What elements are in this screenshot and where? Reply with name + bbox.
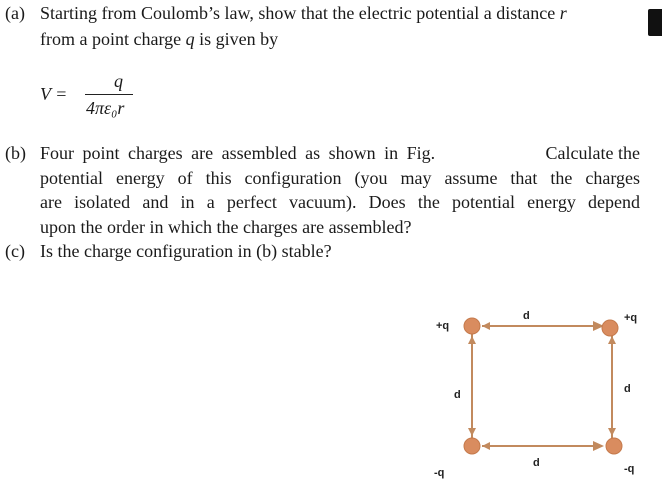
arrow-left-bottom [468, 428, 476, 436]
formula-lhs: V = [40, 84, 68, 104]
part-a-var-r: r [559, 3, 567, 23]
label-bottom-left-charge: -q [434, 467, 445, 479]
part-c-text: Is the charge configuration in (b) stable? [40, 241, 332, 261]
arrow-right-top [608, 336, 616, 344]
part-b-line4: upon the order in which the charges are assembled? [40, 216, 412, 237]
part-b-line3: are isolated and in a perfect vacuum). Does the potential energy depend [40, 192, 640, 212]
arrow-right-bottom [608, 428, 616, 436]
part-a-label: (a) [5, 3, 25, 23]
part-c-label: (c) [5, 241, 25, 261]
part-b-label: (b) [5, 143, 26, 163]
charges [464, 318, 622, 454]
part-b-line1-b: Calculate the [545, 143, 640, 163]
charge-top-left [464, 318, 480, 334]
arrow-left-top [468, 336, 476, 344]
part-a-line2-post: is given by [199, 29, 279, 49]
label-side-bottom: d [533, 457, 540, 469]
part-b-line1-a: Four point charges are assembled as shown in Fig. [40, 143, 436, 163]
charge-bottom-right [606, 438, 622, 454]
label-side-top: d [523, 310, 530, 322]
label-top-right-charge: +q [624, 312, 638, 324]
label-top-left-charge: +q [436, 320, 450, 332]
part-a-line1-text: Starting from Coulomb’s law, show that the electric potential a distance [40, 3, 556, 23]
part-a-var-q: q [185, 29, 195, 49]
figure-edges [468, 321, 616, 451]
charge-bottom-left [464, 438, 480, 454]
formula-numerator: q [114, 71, 123, 91]
arrow-bottom-right [593, 441, 604, 451]
part-b-line2: potential energy of this configuration (you may assume that the charges [40, 167, 640, 188]
label-bottom-right-charge: -q [624, 463, 635, 475]
arrow-bottom-left [482, 442, 490, 450]
label-side-left: d [454, 389, 461, 401]
label-side-right: d [624, 383, 631, 395]
arrow-top-left [482, 322, 490, 330]
formula-denominator: 4πε₀r [86, 98, 125, 118]
charge-top-right [602, 320, 618, 336]
part-a-line2-pre: from a point charge [40, 29, 182, 49]
